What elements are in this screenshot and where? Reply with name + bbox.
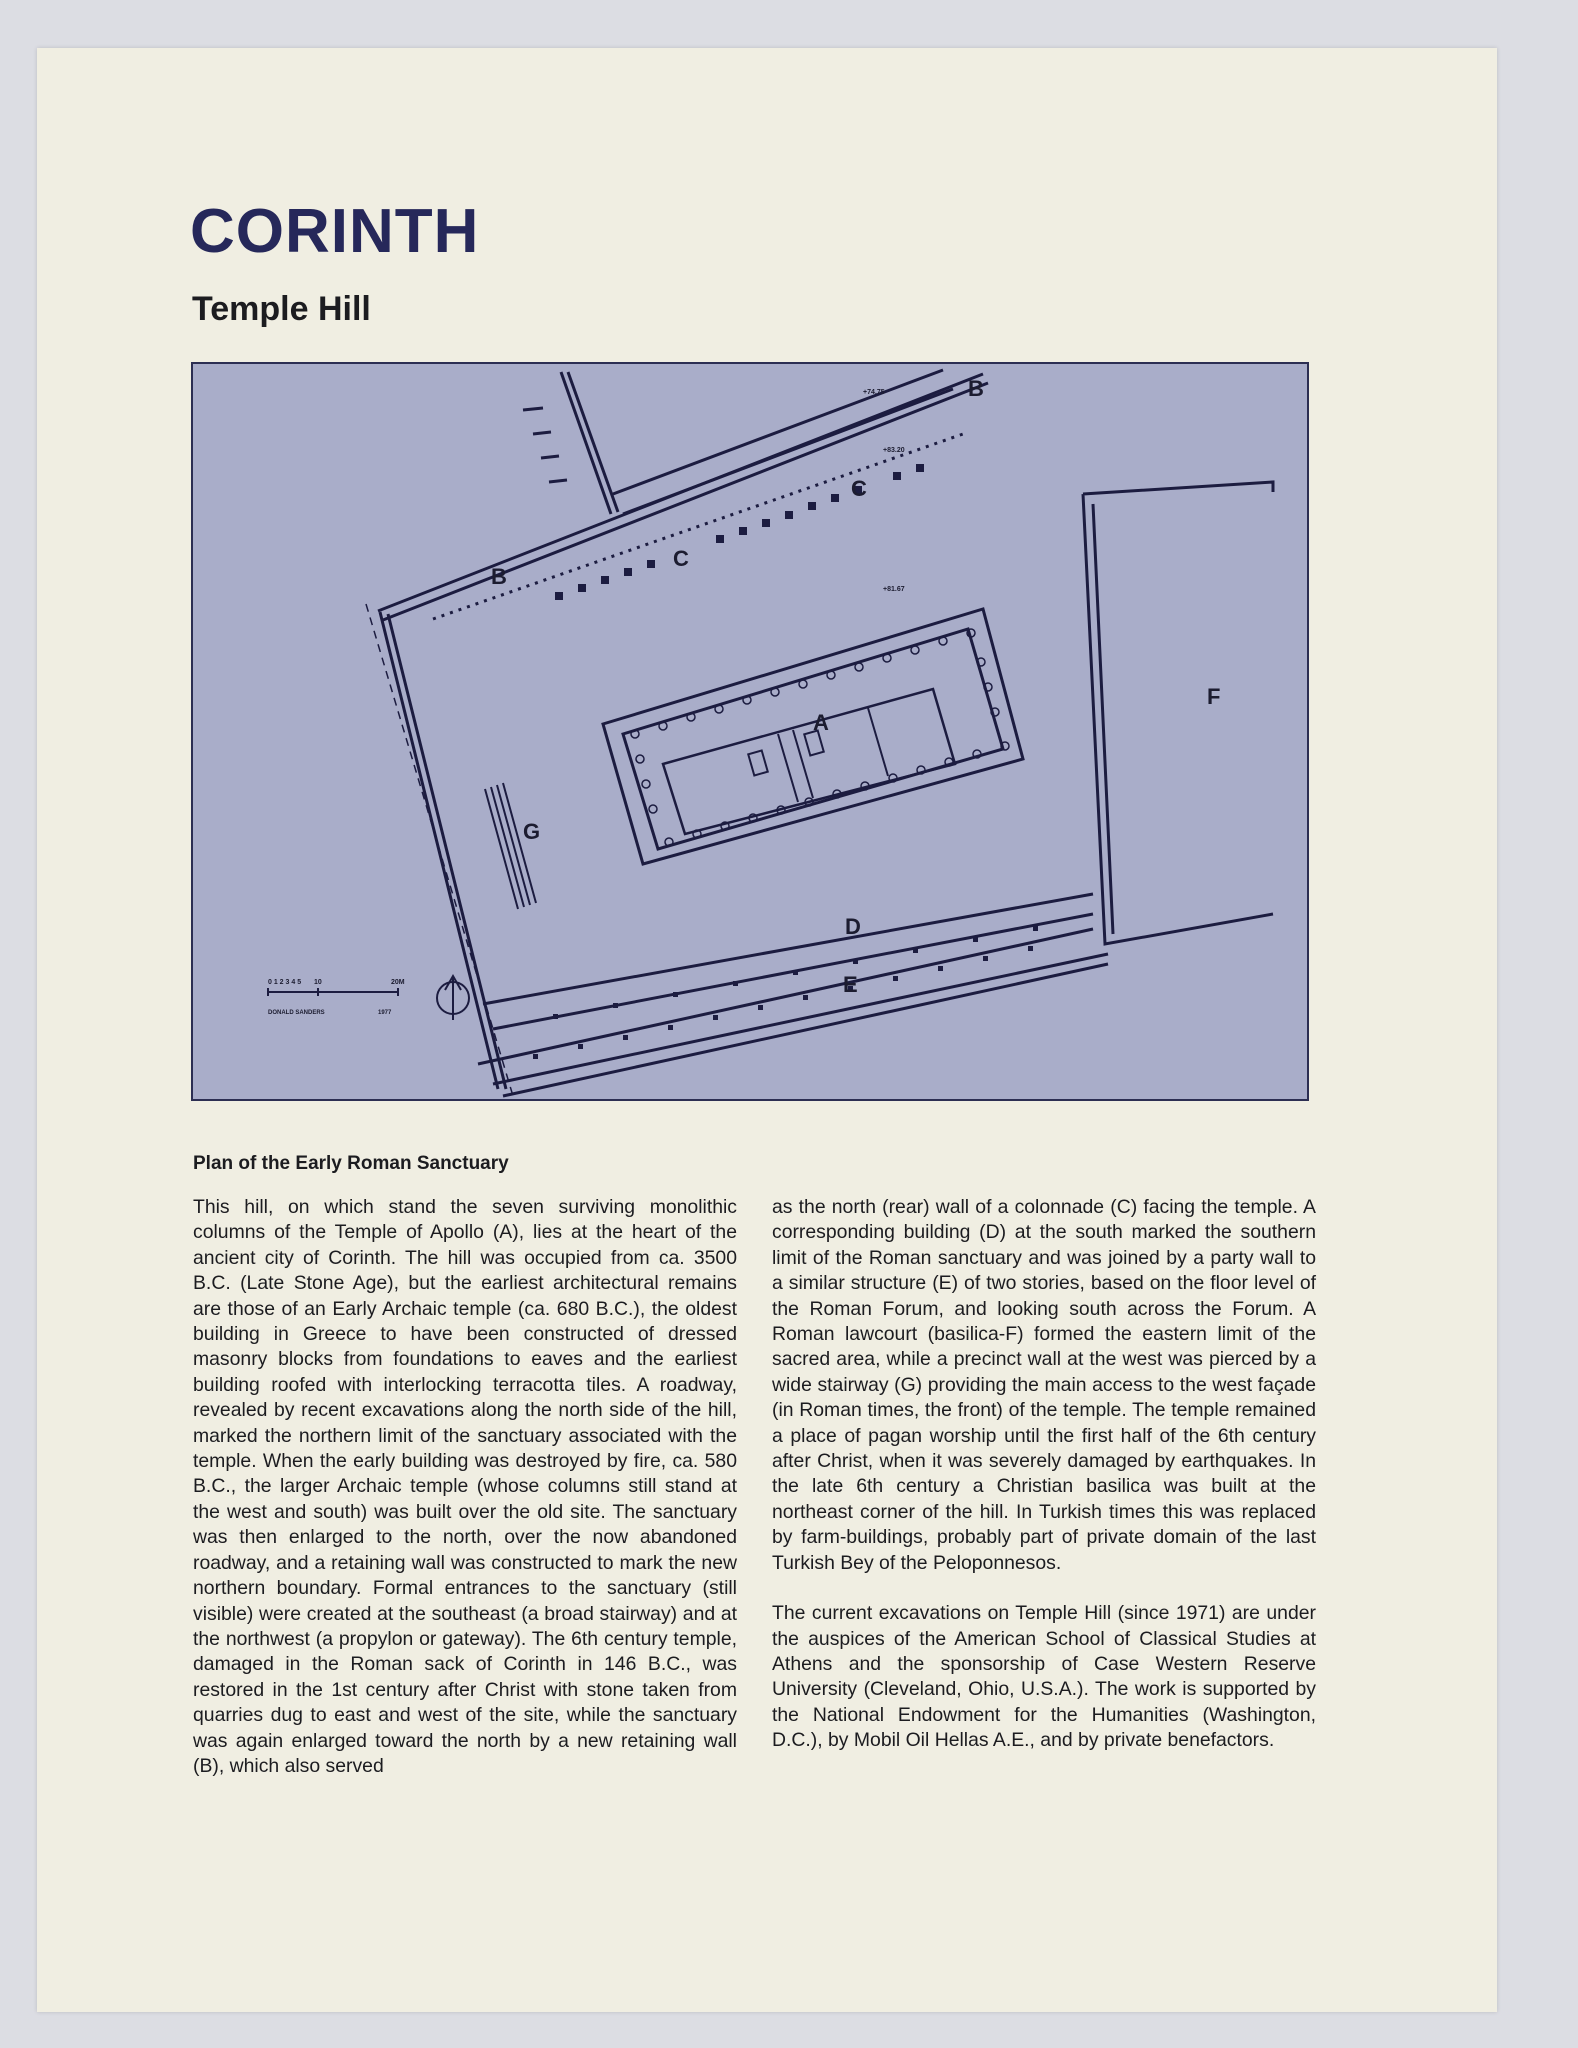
west-precinct-wall <box>380 612 506 1089</box>
north-shops <box>523 372 618 514</box>
label-b-north: B <box>968 376 984 401</box>
label-f: F <box>1207 684 1221 709</box>
scale-bar <box>268 988 398 996</box>
page-title: CORINTH <box>190 197 480 266</box>
body-paragraph-3: The current excavations on Temple Hill (since 1971) are under the auspices of the American School of Classical Studies at Athens and the sponsorship of Case Western Reserve University (Cleveland, Ohio, U.S.A.). The work is supported by the National Endowment for the Humanities (Washington, D.C.), by Mobil Oil Hellas A.E., and by private benefactors. <box>772 1602 1316 1752</box>
label-c-east: C <box>851 476 867 501</box>
label-c-west: C <box>673 546 689 571</box>
south-building-columns <box>533 926 1038 1059</box>
plan-credit: DONALD SANDERS <box>268 1010 325 1016</box>
scale-end: 20M <box>391 979 405 986</box>
elevation-2: +83.20 <box>883 447 905 454</box>
label-a: A <box>813 710 829 735</box>
label-g: G <box>523 819 541 844</box>
north-arrow-icon <box>437 976 469 1020</box>
text-column-right <box>772 1195 1316 1754</box>
colonnade-c-back <box>613 370 953 514</box>
text-column-left <box>193 1195 737 1779</box>
temple-a <box>603 609 1023 864</box>
body-paragraph-1: This hill, on which stand the seven surviving monolithic columns of the Temple of Apollo (A), lies at the heart of the ancient city of Corinth. The hill was occupied from ca. 3500 B.C. (Late Stone Age), but the earliest architectural remains are those of an Early Archaic temple (ca. 680 B.C.), the oldest building in Greece to have been constructed of dressed masonry blocks from foundations to eaves and the earliest building roofed with interlocking terracotta tiles. A roadway, revealed by recent excavations along the north side of the hill, marked the northern limit of the sanctuary associated with the temple. When the early building was destroyed by fire, ca. 580 B.C., the larger Archaic temple (whose columns still stand at the west and south) was built over the old site. The sanctuary was then enlarged to the north, over the now abandoned roadway, and a retaining wall was constructed to mark the new northern boundary. Formal entrances to the sanctuary (still visible) were created at the southeast (a broad stairway) and at the northwest (a propylon or gateway). The 6th century temple, damaged in the Roman sack of Corinth in 146 B.C., was restored in the 1st century after Christ with stone taken from quarries dug to east and west of the site, while the sanctuary was again enlarged toward the north by a new retaining wall (B), which also served <box>193 1196 737 1777</box>
page-subtitle: Temple Hill <box>192 290 371 328</box>
site-plan <box>191 362 1309 1101</box>
plan-year: 1977 <box>378 1010 392 1016</box>
dashed-line-west <box>366 604 513 1096</box>
stairway-g <box>485 783 536 909</box>
label-b-west: B <box>491 564 507 589</box>
body-paragraph-2: as the north (rear) wall of a colonnade (C) facing the temple. A corresponding building (D) at the south marked the southern limit of the Roman sanctuary and was joined by a party wall to a similar structure (E) of two stories, based on the floor level of the Roman Forum, and looking south across the Forum. A Roman lawcourt (basilica-F) formed the eastern limit of the sacred area, while a precinct wall at the west was pierced by a wide stairway (G) providing the main access to the west façade (in Roman times, the front) of the temple. The temple remained a place of pagan worship until the first half of the 6th century after Christ, when it was severely damaged by earthquakes. In the late 6th century a Christian basilica was built at the northeast corner of the hill. In Turkish times this was replaced by farm-buildings, probably part of private domain of the last Turkish Bey of the Peloponnesos. <box>772 1196 1316 1574</box>
scale-ticks: 0 1 2 3 4 5 <box>268 979 302 986</box>
south-building-d-outer <box>483 894 1093 1029</box>
south-building-e-wall <box>493 954 1108 1084</box>
plan-caption: Plan of the Early Roman Sanctuary <box>193 1153 509 1174</box>
elevation-3: +81.67 <box>883 586 905 593</box>
site-plan-drawing <box>193 364 1307 1099</box>
elevation-1: +74.75 <box>863 389 885 396</box>
basilica-f <box>1083 482 1273 944</box>
scale-mid: 10 <box>314 979 322 986</box>
label-d: D <box>845 914 861 939</box>
label-e: E <box>843 972 858 997</box>
